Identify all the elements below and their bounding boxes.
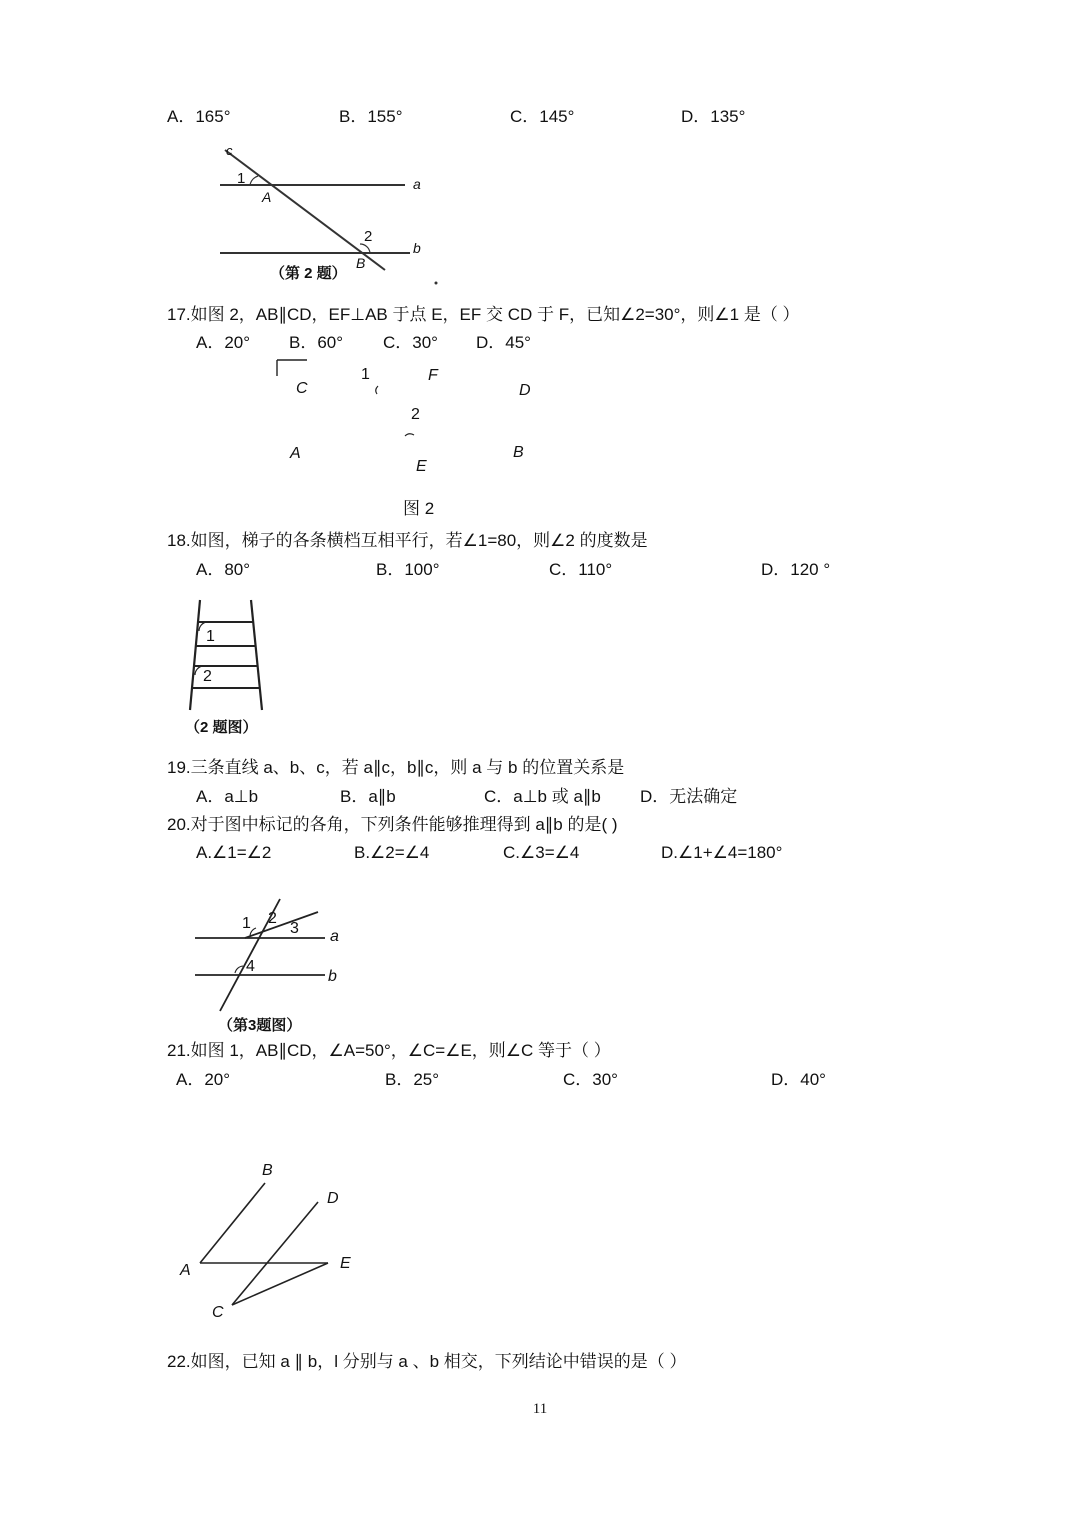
q17-figure-caption: 图 2 xyxy=(403,499,435,518)
q17-option-d: D．45° xyxy=(476,333,531,352)
q21-label-E: E xyxy=(340,1255,351,1272)
q18-option-b: B．100° xyxy=(376,560,440,579)
q16-option-c: C．145° xyxy=(510,107,575,126)
q16-option-d: D．135° xyxy=(681,107,746,126)
q17-option-a: A．20° xyxy=(196,333,251,352)
q20-label-3: 3 xyxy=(290,920,299,937)
q17-stem: 17.如图 2，AB∥CD，EF⊥AB 于点 E，EF 交 CD 于 F，已知∠2=30°，则∠1 是（ ） xyxy=(167,305,800,324)
q16-label-B: B xyxy=(356,255,366,271)
q20-option-d: D.∠1+∠4=180° xyxy=(661,843,783,862)
q16-option-a: A．165° xyxy=(167,107,231,126)
q21-label-C: C xyxy=(212,1304,224,1321)
q21-label-D: D xyxy=(327,1190,339,1207)
q17-label-E: E xyxy=(416,458,427,475)
page-number: 11 xyxy=(532,1401,548,1417)
q21-option-d: D．40° xyxy=(771,1070,826,1089)
q21-label-A: A xyxy=(180,1262,191,1279)
q20-label-4: 4 xyxy=(246,958,255,975)
q16-label-a: a xyxy=(413,176,421,192)
segment-CD xyxy=(232,1202,318,1305)
q17-option-c: C．30° xyxy=(383,333,438,352)
q16-label-A: A xyxy=(262,189,272,205)
q19-stem: 19.三条直线 a、b、c，若 a∥c，b∥c，则 a 与 b 的位置关系是 xyxy=(167,758,625,777)
q16-label-2: 2 xyxy=(364,228,373,245)
q17-figure xyxy=(275,358,315,438)
q20-stem: 20.对于图中标记的各角，下列条件能够推理得到 a∥b 的是( ) xyxy=(167,815,618,834)
q17-label-2: 2 xyxy=(411,406,420,423)
q20-label-2: 2 xyxy=(268,910,277,927)
q19-option-a: A．a⊥b xyxy=(196,787,259,806)
q16-label-c: c xyxy=(226,143,233,158)
q17-label-1: 1 xyxy=(361,366,370,383)
q17-label-A: A xyxy=(290,445,301,462)
q21-label-B: B xyxy=(262,1162,273,1179)
q22-stem: 22.如图，已知 a ∥ b，l 分别与 a 、b 相交，下列结论中错误的是（ ） xyxy=(167,1352,687,1371)
q17-label-F: F xyxy=(428,367,438,384)
q16-option-b: B．155° xyxy=(339,107,403,126)
q18-stem: 18.如图，梯子的各条横档互相平行，若∠1=80，则∠2 的度数是 xyxy=(167,531,648,550)
q16-label-1: 1 xyxy=(237,170,246,187)
segment-AB xyxy=(200,1183,265,1263)
q18-label-1: 1 xyxy=(206,628,215,645)
q20-option-c: C.∠3=∠4 xyxy=(503,843,580,862)
q16-figure-caption: （第 2 题） xyxy=(270,265,347,282)
q18-label-2: 2 xyxy=(203,668,212,685)
q21-option-a: A．20° xyxy=(176,1070,231,1089)
q19-option-b: B．a∥b xyxy=(340,787,396,806)
q19-option-c: C．a⊥b 或 a∥b xyxy=(484,787,601,806)
q21-option-b: B．25° xyxy=(385,1070,440,1089)
q20-label-1: 1 xyxy=(242,915,251,932)
q17-label-D: D xyxy=(519,382,531,399)
q17-label-B: B xyxy=(513,444,524,461)
q20-figure-caption: （第3题图） xyxy=(218,1017,302,1034)
q21-stem: 21.如图 1，AB∥CD，∠A=50°，∠C=∠E，则∠C 等于（ ） xyxy=(167,1041,611,1060)
q18-figure-caption: （2 题图） xyxy=(185,719,258,736)
q17-label-C: C xyxy=(296,380,308,397)
q18-ladder-figure xyxy=(185,598,275,718)
q20-label-b: b xyxy=(328,968,337,985)
q20-option-b: B.∠2=∠4 xyxy=(354,843,430,862)
q18-option-a: A．80° xyxy=(196,560,251,579)
q17-option-b: B．60° xyxy=(289,333,344,352)
q20-option-a: A.∠1=∠2 xyxy=(196,843,272,862)
q18-option-c: C．110° xyxy=(549,560,613,579)
q16-label-b: b xyxy=(413,240,421,256)
q18-option-d: D．120 ° xyxy=(761,560,831,579)
q20-label-a: a xyxy=(330,928,339,945)
q21-option-c: C．30° xyxy=(563,1070,618,1089)
segment-CE xyxy=(232,1263,328,1305)
q19-option-d: D．无法确定 xyxy=(640,787,738,806)
